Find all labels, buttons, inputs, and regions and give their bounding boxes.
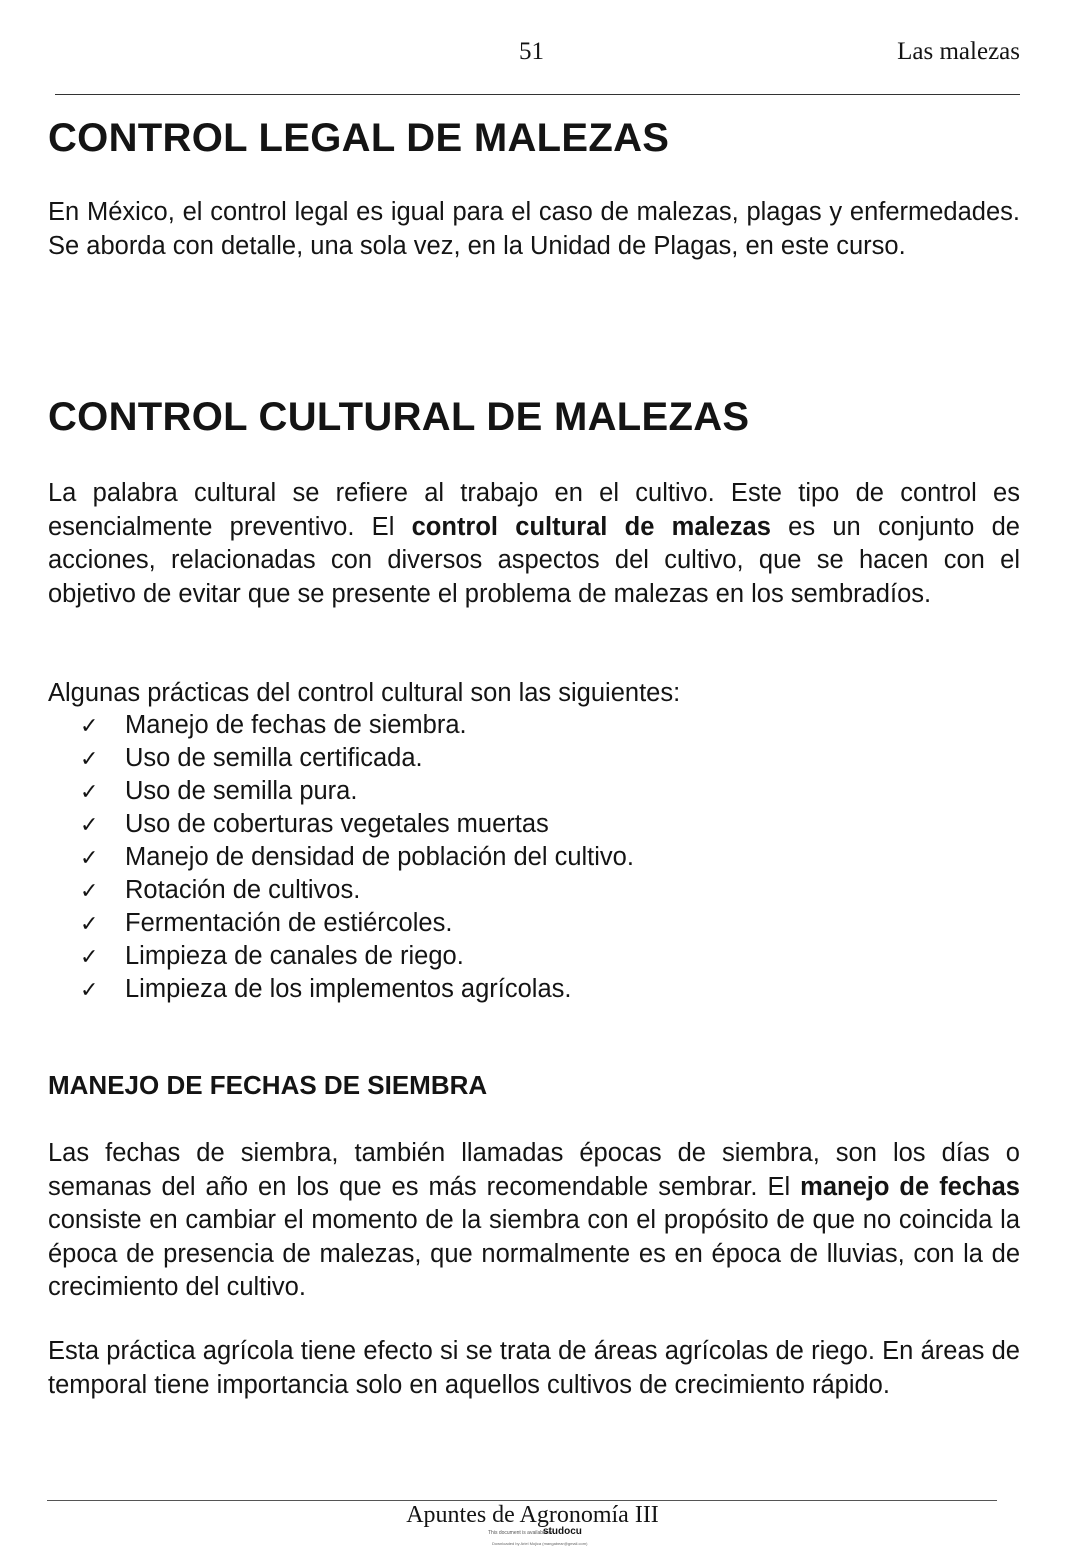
fechas-paragraph bbox=[48, 1137, 1020, 1305]
practice-text: Rotación de cultivos. bbox=[125, 876, 361, 904]
studocu-logo: studocu bbox=[543, 1526, 582, 1537]
practice-item bbox=[80, 907, 634, 940]
cultural-paragraph bbox=[48, 477, 1020, 611]
practice-text: Manejo de fechas de siembra. bbox=[125, 711, 467, 739]
practice-text: Uso de coberturas vegetales muertas bbox=[125, 810, 549, 838]
practice-text: Uso de semilla certificada. bbox=[125, 744, 423, 772]
running-title: Las malezas bbox=[897, 38, 1020, 65]
checkmark-icon: ✓ bbox=[80, 779, 99, 804]
footer-title: Apuntes de Agronomía III bbox=[406, 1502, 659, 1528]
section-title-cultural: CONTROL CULTURAL DE MALEZAS bbox=[48, 395, 750, 439]
practice-text: Uso de semilla pura. bbox=[125, 777, 358, 805]
cultural-text-b: es un conjunto de acciones, relacionadas con diversos aspectos del cultivo, que se hacen con el objetivo de evitar que se presente el problema de malezas en los sembradíos. bbox=[48, 512, 1020, 608]
footer-rule bbox=[47, 1500, 997, 1501]
legal-paragraph: En México, el control legal es igual para el caso de malezas, plagas y enfermedades. Se aborda con detalle, una sola vez, en la Unidad de Plagas, en este curso. bbox=[48, 198, 1020, 260]
practices-intro: Algunas prácticas del control cultural son las siguientes: bbox=[48, 679, 681, 707]
practice-item bbox=[80, 874, 634, 907]
practices-list bbox=[80, 709, 634, 1006]
checkmark-icon: ✓ bbox=[80, 713, 99, 738]
checkmark-icon: ✓ bbox=[80, 845, 99, 870]
practice-text: Manejo de densidad de población del cultivo. bbox=[125, 843, 634, 871]
checkmark-icon: ✓ bbox=[80, 977, 99, 1002]
practice-item bbox=[80, 742, 634, 775]
checkmark-icon: ✓ bbox=[80, 812, 99, 837]
section-title-fechas: MANEJO DE FECHAS DE SIEMBRA bbox=[48, 1070, 488, 1100]
section-title-legal: CONTROL LEGAL DE MALEZAS bbox=[48, 116, 670, 160]
practice-text: Limpieza de canales de riego. bbox=[125, 942, 464, 970]
header-rule bbox=[55, 94, 1020, 95]
fechas-paragraph-2: Esta práctica agrícola tiene efecto si se trata de áreas agrícolas de riego. En áreas de temporal tiene importancia solo en aquellos cultivos de crecimiento rápido. bbox=[48, 1337, 1020, 1399]
fechas-text-b: consiste en cambiar el momento de la siembra con el propósito de que no coincida la época de presencia de malezas, que normalmente es en época de lluvias, con la de crecimiento del cultivo. bbox=[48, 1206, 1020, 1301]
checkmark-icon: ✓ bbox=[80, 911, 99, 936]
checkmark-icon: ✓ bbox=[80, 878, 99, 903]
practice-text: Fermentación de estiércoles. bbox=[125, 909, 453, 937]
cultural-bold-term: control cultural de malezas bbox=[411, 512, 771, 541]
practice-item bbox=[80, 808, 634, 841]
practice-item bbox=[80, 709, 634, 742]
practice-text: Limpieza de los implementos agrícolas. bbox=[125, 975, 572, 1003]
page-number: 51 bbox=[519, 38, 544, 65]
checkmark-icon: ✓ bbox=[80, 746, 99, 771]
practice-item bbox=[80, 940, 634, 973]
cultural-text-a: La palabra cultural se refiere al trabajo en el cultivo. Este tipo de control es esencialmente preventivo. El bbox=[48, 479, 1020, 541]
footer-note: This document is available on bbox=[488, 1530, 554, 1536]
practice-item bbox=[80, 841, 634, 874]
checkmark-icon: ✓ bbox=[80, 944, 99, 969]
practice-item bbox=[80, 775, 634, 808]
fechas-text-a: Las fechas de siembra, también llamadas épocas de siembra, son los días o semanas del año en los que es más recomendable sembrar. El bbox=[48, 1139, 1020, 1201]
fechas-bold-term: manejo de fechas bbox=[800, 1172, 1020, 1201]
footer-download-note: Downloaded by Ariel Mojica (mangabear@gmail.com) bbox=[492, 1541, 588, 1546]
practice-item bbox=[80, 973, 634, 1006]
